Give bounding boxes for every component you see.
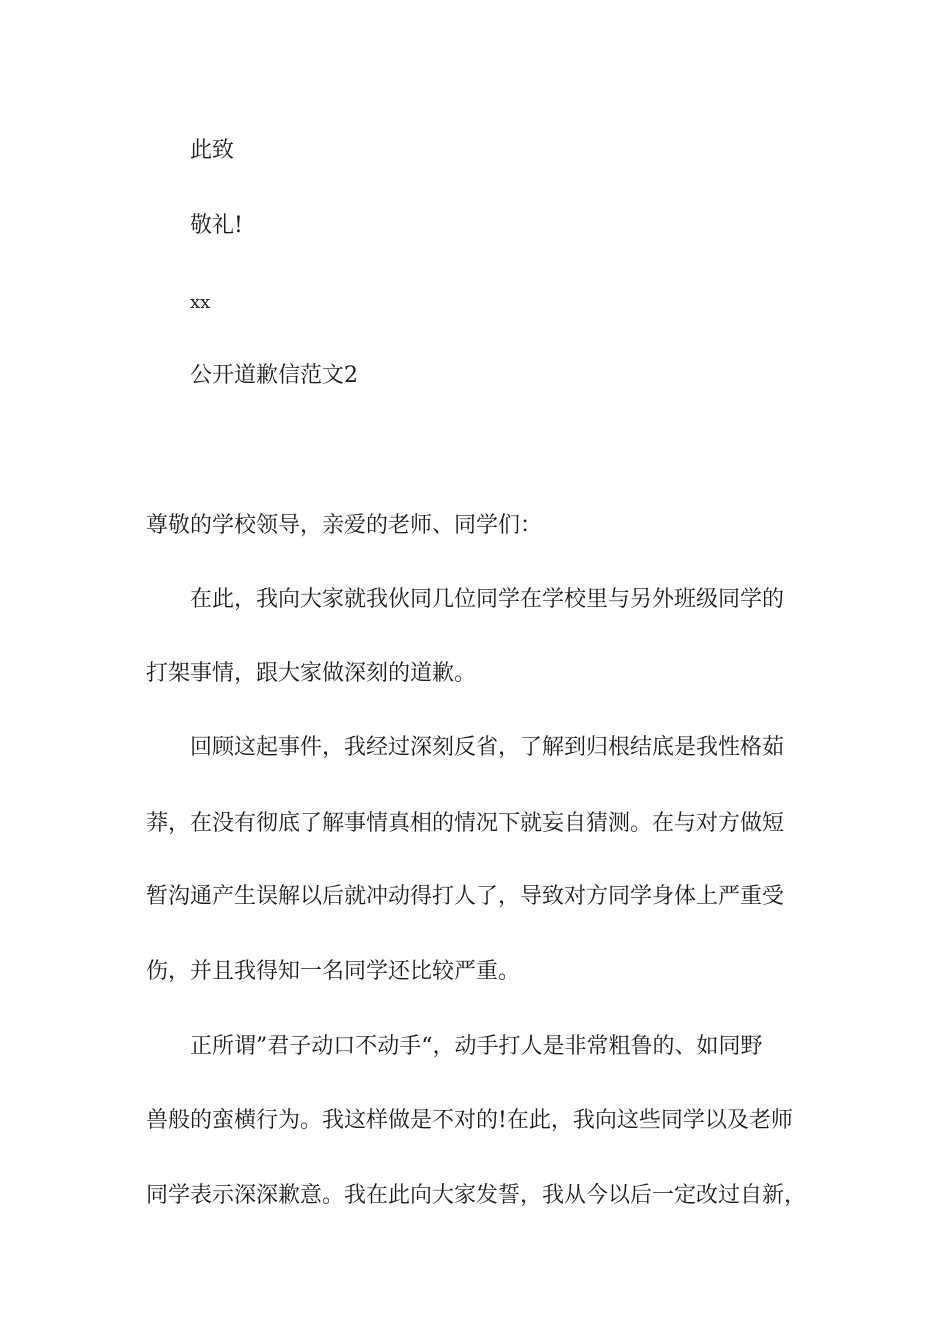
signature: xx (190, 292, 211, 313)
salutation: 尊敬的学校领导，亲爱的老师、同学们： (146, 513, 543, 538)
paragraph-line: 打架事情，跟大家做深刻的道歉。 (146, 661, 477, 686)
section-title: 公开道歉信范文2 (190, 363, 358, 388)
paragraph-line: 兽般的蛮横行为。我这样做是不对的!在此，我向这些同学以及老师 (146, 1108, 793, 1133)
paragraph-line: 同学表示深深歉意。我在此向大家发誓，我从今以后一定改过自新， (146, 1183, 807, 1208)
closing-ci-zhi: 此致 (190, 138, 235, 163)
paragraph-line: 莽，在没有彻底了解事情真相的情况下就妄自猜测。在与对方做短 (146, 811, 785, 836)
paragraph-line: 暂沟通产生误解以后就冲动得打人了，导致对方同学身体上严重受 (146, 884, 785, 909)
paragraph-line: 在此，我向大家就我伙同几位同学在学校里与另外班级同学的 (190, 587, 785, 612)
paragraph-line: 正所谓”君子动口不动手“，动手打人是非常粗鲁的、如同野 (190, 1034, 763, 1059)
closing-jing-li: 敬礼! (190, 213, 243, 238)
paragraph-line: 伤，并且我得知一名同学还比较严重。 (146, 959, 521, 984)
paragraph-line: 回顾这起事件，我经过深刻反省，了解到归根结底是我性格茹 (190, 735, 785, 760)
